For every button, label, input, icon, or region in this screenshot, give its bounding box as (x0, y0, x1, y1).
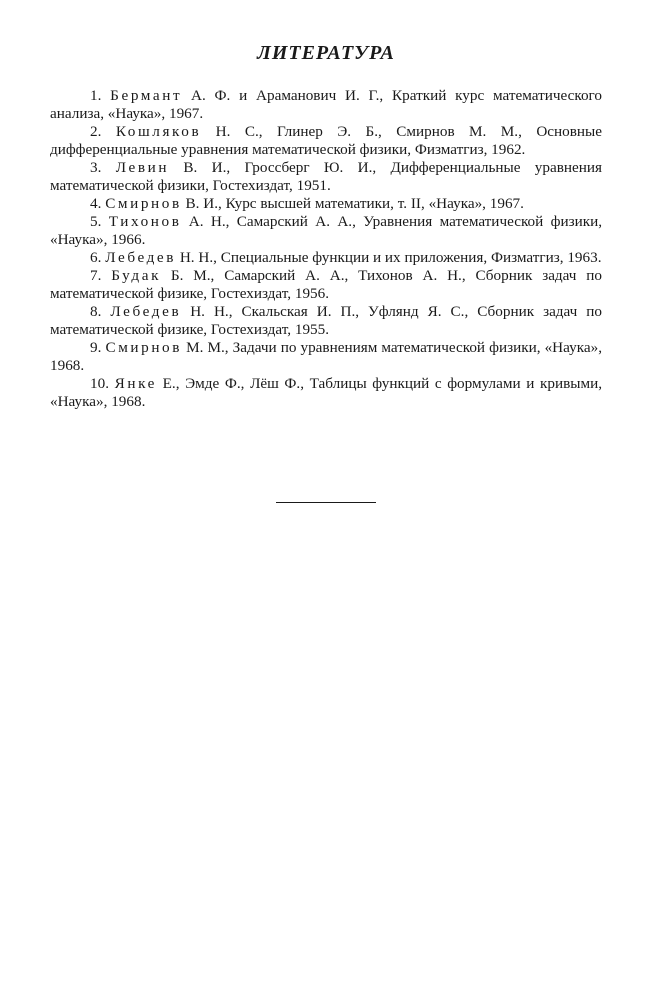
reference-list (50, 87, 602, 411)
reference-number: 10. (90, 375, 109, 392)
reference-number: 1. (90, 87, 102, 104)
page-title: ЛИТЕРАТУРА (257, 42, 395, 64)
reference-number: 8. (90, 303, 102, 320)
reference-text: А. Ф. и Араманович И. Г., Краткий курс математического анализа, «Наука», 1967. (50, 87, 602, 122)
reference-author: Левин (115, 159, 170, 176)
reference-author: Бермант (110, 87, 183, 104)
reference-number: 2. (90, 123, 102, 140)
reference-author: Смирнов (105, 195, 182, 212)
reference-item (50, 339, 602, 375)
reference-number: 5. (90, 213, 102, 230)
reference-item (50, 267, 602, 303)
reference-author: Тихонов (108, 213, 182, 230)
reference-text: В. И., Курс высшей математики, т. II, «Наука», 1967. (181, 195, 524, 212)
reference-text: Н. Н., Специальные функции и их приложения, Физматгиз, 1963. (176, 249, 602, 266)
reference-number: 6. (90, 249, 102, 266)
reference-text: Н. С., Глинер Э. Б., Смирнов М. М., Основные дифференциальные уравнения математической физики, Физматгиз, 1962. (50, 123, 602, 158)
reference-item (50, 87, 602, 123)
reference-item (50, 213, 602, 249)
reference-number: 3. (90, 159, 102, 176)
reference-text: М. М., Задачи по уравнениям математической физики, «Наука», 1968. (50, 339, 602, 374)
reference-text: Б. М., Самарский А. А., Тихонов А. Н., Сборник задач по математической физике, Гостехиздат, 1956. (50, 267, 602, 302)
reference-item (50, 195, 602, 213)
reference-item (50, 249, 602, 267)
reference-item (50, 123, 602, 159)
reference-author: Кошляков (115, 123, 202, 140)
reference-number: 4. (90, 195, 102, 212)
reference-number: 7. (90, 267, 102, 284)
reference-author: Лебедев (105, 249, 177, 266)
reference-text: Н. Н., Скальская И. П., Уфлянд Я. С., Сборник задач по математической физике, Гостехиздат, 1955. (50, 303, 602, 338)
end-divider (276, 502, 376, 503)
reference-item (50, 159, 602, 195)
reference-item (50, 303, 602, 339)
reference-author: Лебедев (110, 303, 182, 320)
reference-author: Будак (111, 267, 162, 284)
reference-text: Е., Эмде Ф., Лёш Ф., Таблицы функций с формулами и кривыми, «Наука», 1968. (50, 375, 602, 410)
reference-number: 9. (90, 339, 102, 356)
reference-author: Смирнов (105, 339, 183, 356)
reference-author: Янке (114, 375, 158, 392)
reference-text: А. Н., Самарский А. А., Уравнения математической физики, «Наука», 1966. (50, 213, 602, 248)
reference-text: В. И., Гроссберг Ю. И., Дифференциальные уравнения математической физики, Гостехиздат, 1951. (50, 159, 603, 194)
reference-item (50, 375, 602, 411)
